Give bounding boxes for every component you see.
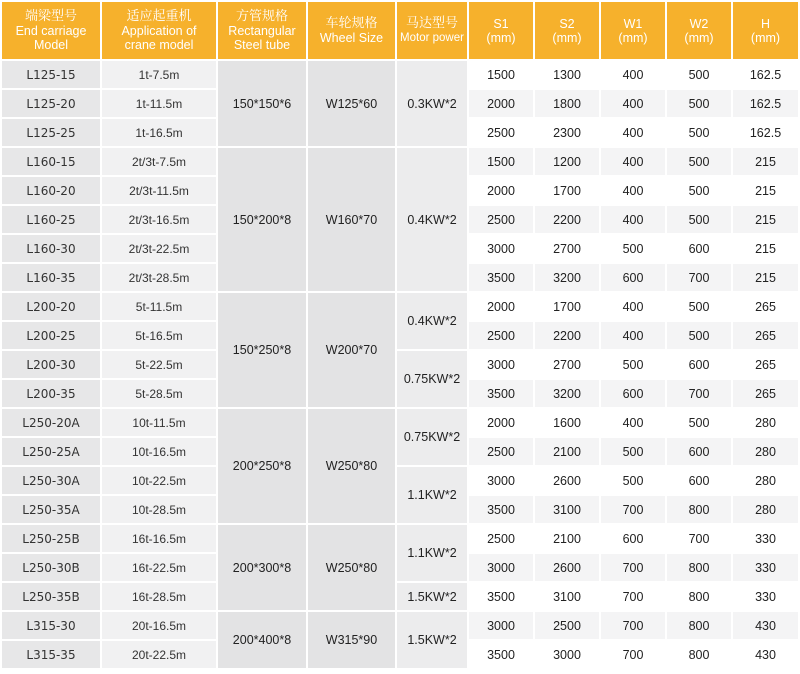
wheel-cell: W125*60: [308, 61, 395, 146]
s2-cell: 1300: [535, 61, 599, 88]
s2-cell: 3200: [535, 264, 599, 291]
header-motor: [397, 2, 467, 59]
model-cell: L160-20: [2, 177, 100, 204]
model-cell: L250-25B: [2, 525, 100, 552]
s2-cell: 2300: [535, 119, 599, 146]
w2-cell: 500: [667, 206, 731, 233]
s2-cell: 3000: [535, 641, 599, 668]
capacity-cell: 5t-16.5m: [102, 322, 216, 349]
h-cell: 162.5: [733, 119, 798, 146]
h-cell: 430: [733, 641, 798, 668]
capacity-cell: 1t-7.5m: [102, 61, 216, 88]
wheel-cell: W250*80: [308, 525, 395, 610]
model-cell: L200-25: [2, 322, 100, 349]
w2-cell: 500: [667, 119, 731, 146]
header-application-en2: crane model: [124, 37, 194, 52]
s1-cell: 1500: [469, 148, 533, 175]
header-tube: [218, 2, 306, 59]
s1-cell: 3000: [469, 351, 533, 378]
w2-cell: 700: [667, 264, 731, 291]
header-w1: [601, 2, 665, 59]
table-row: [2, 583, 798, 610]
header-motor-zh: 马达型号: [405, 15, 458, 31]
h-cell: 215: [733, 177, 798, 204]
capacity-cell: 1t-11.5m: [102, 90, 216, 117]
capacity-cell: 16t-16.5m: [102, 525, 216, 552]
s2-cell: 1700: [535, 177, 599, 204]
model-cell: L160-25: [2, 206, 100, 233]
h-cell: 265: [733, 351, 798, 378]
s1-cell: 2000: [469, 293, 533, 320]
header-model-en1: End carriage: [15, 23, 87, 38]
s2-cell: 2100: [535, 525, 599, 552]
motor-cell: 0.4KW*2: [397, 293, 467, 349]
capacity-cell: 16t-22.5m: [102, 554, 216, 581]
capacity-cell: 10t-22.5m: [102, 467, 216, 494]
header-w2: [667, 2, 731, 59]
model-cell: L200-30: [2, 351, 100, 378]
capacity-cell: 10t-28.5m: [102, 496, 216, 523]
w2-cell: 500: [667, 322, 731, 349]
tube-cell: 200*250*8: [218, 409, 306, 523]
header-s2-unit: (mm): [552, 30, 582, 45]
h-cell: 162.5: [733, 61, 798, 88]
header-tube-en1: Rectangular: [228, 23, 296, 38]
capacity-cell: 2t/3t-11.5m: [102, 177, 216, 204]
capacity-cell: 10t-11.5m: [102, 409, 216, 436]
model-cell: L250-30A: [2, 467, 100, 494]
w1-cell: 600: [601, 525, 665, 552]
s1-cell: 2500: [469, 525, 533, 552]
header-application-en1: Application of: [121, 23, 197, 38]
tube-cell: 200*400*8: [218, 612, 306, 668]
header-h-unit: (mm): [750, 30, 781, 45]
s1-cell: 2500: [469, 322, 533, 349]
s1-cell: 3000: [469, 235, 533, 262]
header-model-en2: Model: [33, 37, 69, 52]
h-cell: 330: [733, 583, 798, 610]
h-cell: 162.5: [733, 90, 798, 117]
capacity-cell: 2t/3t-22.5m: [102, 235, 216, 262]
h-cell: 430: [733, 612, 798, 639]
header-tube-en2: Steel tube: [233, 37, 291, 52]
header-s1-label: S1: [493, 16, 509, 31]
model-cell: L250-35A: [2, 496, 100, 523]
table-row: [2, 467, 798, 494]
header-w1-unit: (mm): [618, 30, 648, 45]
motor-cell: 1.1KW*2: [397, 467, 467, 523]
s2-cell: 1600: [535, 409, 599, 436]
s2-cell: 3100: [535, 496, 599, 523]
header-tube-zh: 方管规格: [235, 8, 288, 24]
model-cell: L160-35: [2, 264, 100, 291]
capacity-cell: 1t-16.5m: [102, 119, 216, 146]
s1-cell: 3000: [469, 612, 533, 639]
s2-cell: 2100: [535, 438, 599, 465]
w2-cell: 500: [667, 409, 731, 436]
s2-cell: 2700: [535, 235, 599, 262]
w1-cell: 600: [601, 380, 665, 407]
w1-cell: 700: [601, 641, 665, 668]
w2-cell: 600: [667, 351, 731, 378]
w1-cell: 600: [601, 264, 665, 291]
header-wheel-zh: 车轮规格: [325, 15, 378, 31]
model-cell: L125-20: [2, 90, 100, 117]
w2-cell: 500: [667, 177, 731, 204]
capacity-cell: 20t-22.5m: [102, 641, 216, 668]
h-cell: 265: [733, 322, 798, 349]
s2-cell: 1200: [535, 148, 599, 175]
s1-cell: 2000: [469, 409, 533, 436]
motor-cell: 0.75KW*2: [397, 351, 467, 407]
w1-cell: 400: [601, 90, 665, 117]
s2-cell: 3100: [535, 583, 599, 610]
table-row: [2, 525, 798, 552]
w2-cell: 800: [667, 554, 731, 581]
s2-cell: 2200: [535, 206, 599, 233]
s1-cell: 2500: [469, 438, 533, 465]
h-cell: 215: [733, 264, 798, 291]
wheel-cell: W200*70: [308, 293, 395, 407]
s1-cell: 3500: [469, 264, 533, 291]
s1-cell: 2500: [469, 119, 533, 146]
w1-cell: 400: [601, 409, 665, 436]
capacity-cell: 5t-11.5m: [102, 293, 216, 320]
header-w2-label: W2: [689, 16, 709, 31]
wheel-cell: W315*90: [308, 612, 395, 668]
tube-cell: 150*150*6: [218, 61, 306, 146]
header-application: [102, 2, 216, 59]
tube-cell: 200*300*8: [218, 525, 306, 610]
motor-cell: 0.4KW*2: [397, 148, 467, 291]
s1-cell: 3500: [469, 641, 533, 668]
motor-cell: 1.5KW*2: [397, 583, 467, 610]
model-cell: L125-25: [2, 119, 100, 146]
header-model-zh: 端梁型号: [24, 8, 77, 24]
s2-cell: 2600: [535, 554, 599, 581]
w1-cell: 700: [601, 612, 665, 639]
header-w2-unit: (mm): [684, 30, 714, 45]
s1-cell: 3500: [469, 496, 533, 523]
wheel-cell: W250*80: [308, 409, 395, 523]
model-cell: L160-15: [2, 148, 100, 175]
s1-cell: 2000: [469, 177, 533, 204]
h-cell: 280: [733, 438, 798, 465]
model-cell: L200-20: [2, 293, 100, 320]
capacity-cell: 5t-22.5m: [102, 351, 216, 378]
capacity-cell: 20t-16.5m: [102, 612, 216, 639]
w2-cell: 500: [667, 293, 731, 320]
model-cell: L125-15: [2, 61, 100, 88]
h-cell: 330: [733, 525, 798, 552]
s1-cell: 2000: [469, 90, 533, 117]
capacity-cell: 2t/3t-28.5m: [102, 264, 216, 291]
h-cell: 265: [733, 293, 798, 320]
tube-cell: 150*250*8: [218, 293, 306, 407]
w1-cell: 500: [601, 438, 665, 465]
w2-cell: 800: [667, 583, 731, 610]
spec-table-body: [2, 61, 798, 668]
header-motor-en1: Motor power: [400, 31, 464, 44]
w1-cell: 400: [601, 293, 665, 320]
h-cell: 330: [733, 554, 798, 581]
motor-cell: 1.1KW*2: [397, 525, 467, 581]
w1-cell: 700: [601, 583, 665, 610]
w1-cell: 500: [601, 235, 665, 262]
header-application-zh: 适应起重机: [126, 8, 192, 24]
header-row: [2, 2, 798, 59]
s1-cell: 2500: [469, 206, 533, 233]
w1-cell: 700: [601, 554, 665, 581]
w2-cell: 800: [667, 496, 731, 523]
header-s2-label: S2: [559, 16, 575, 31]
s1-cell: 3500: [469, 380, 533, 407]
h-cell: 280: [733, 467, 798, 494]
header-h-label: H: [760, 16, 771, 31]
model-cell: L200-35: [2, 380, 100, 407]
model-cell: L315-35: [2, 641, 100, 668]
motor-cell: 0.3KW*2: [397, 61, 467, 146]
capacity-cell: 10t-16.5m: [102, 438, 216, 465]
header-s1-unit: (mm): [486, 30, 516, 45]
header-s2: [535, 2, 599, 59]
model-cell: L250-20A: [2, 409, 100, 436]
model-cell: L250-35B: [2, 583, 100, 610]
model-cell: L315-30: [2, 612, 100, 639]
table-row: [2, 148, 798, 175]
model-cell: L250-30B: [2, 554, 100, 581]
model-cell: L250-25A: [2, 438, 100, 465]
capacity-cell: 2t/3t-16.5m: [102, 206, 216, 233]
w1-cell: 500: [601, 467, 665, 494]
table-row: [2, 351, 798, 378]
h-cell: 280: [733, 409, 798, 436]
header-h: [733, 2, 798, 59]
header-w1-label: W1: [623, 16, 643, 31]
header-wheel-en1: Wheel Size: [319, 30, 384, 45]
table-row: [2, 61, 798, 88]
h-cell: 215: [733, 148, 798, 175]
motor-cell: 1.5KW*2: [397, 612, 467, 668]
s2-cell: 3200: [535, 380, 599, 407]
model-cell: L160-30: [2, 235, 100, 262]
w2-cell: 600: [667, 235, 731, 262]
w1-cell: 400: [601, 61, 665, 88]
capacity-cell: 5t-28.5m: [102, 380, 216, 407]
header-s1: [469, 2, 533, 59]
tube-cell: 150*200*8: [218, 148, 306, 291]
h-cell: 265: [733, 380, 798, 407]
w1-cell: 400: [601, 206, 665, 233]
capacity-cell: 16t-28.5m: [102, 583, 216, 610]
s2-cell: 1700: [535, 293, 599, 320]
h-cell: 215: [733, 235, 798, 262]
header-model: [2, 2, 100, 59]
w1-cell: 400: [601, 322, 665, 349]
s2-cell: 2700: [535, 351, 599, 378]
w2-cell: 800: [667, 612, 731, 639]
h-cell: 280: [733, 496, 798, 523]
s2-cell: 1800: [535, 90, 599, 117]
table-row: [2, 612, 798, 639]
w2-cell: 600: [667, 438, 731, 465]
motor-cell: 0.75KW*2: [397, 409, 467, 465]
wheel-cell: W160*70: [308, 148, 395, 291]
w1-cell: 500: [601, 351, 665, 378]
w2-cell: 700: [667, 380, 731, 407]
s2-cell: 2600: [535, 467, 599, 494]
w2-cell: 600: [667, 467, 731, 494]
s1-cell: 3000: [469, 554, 533, 581]
s1-cell: 3500: [469, 583, 533, 610]
w1-cell: 400: [601, 177, 665, 204]
header-wheel: [308, 2, 395, 59]
w2-cell: 500: [667, 90, 731, 117]
table-row: [2, 293, 798, 320]
s1-cell: 1500: [469, 61, 533, 88]
w1-cell: 400: [601, 119, 665, 146]
capacity-cell: 2t/3t-7.5m: [102, 148, 216, 175]
s1-cell: 3000: [469, 467, 533, 494]
w1-cell: 700: [601, 496, 665, 523]
h-cell: 215: [733, 206, 798, 233]
w1-cell: 400: [601, 148, 665, 175]
w2-cell: 500: [667, 61, 731, 88]
w2-cell: 800: [667, 641, 731, 668]
s2-cell: 2200: [535, 322, 599, 349]
s2-cell: 2500: [535, 612, 599, 639]
w2-cell: 500: [667, 148, 731, 175]
w2-cell: 700: [667, 525, 731, 552]
table-row: [2, 409, 798, 436]
